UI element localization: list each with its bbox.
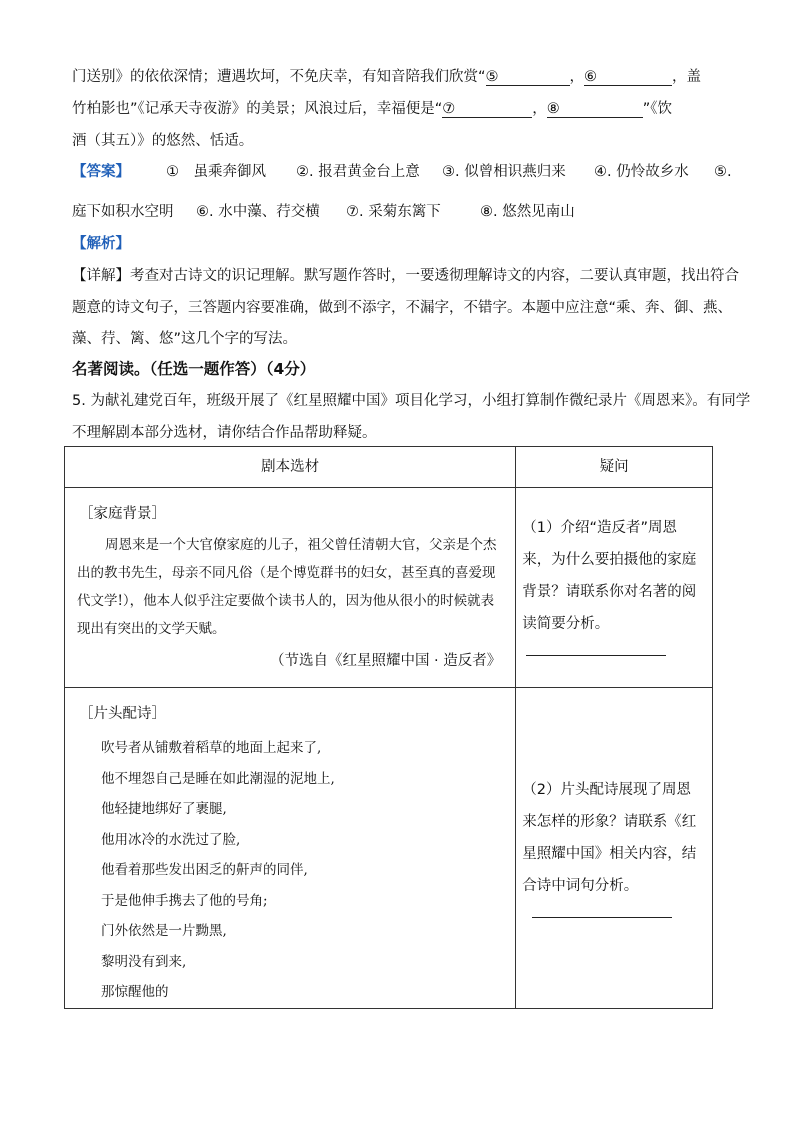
detail-text: 考查对古诗文的识记理解。默写题作答时，一要透彻理解诗文的内容，二要认真审题，找出符合 bbox=[130, 268, 739, 284]
analysis-line-1 bbox=[72, 266, 739, 286]
poem-line: 那惊醒他的 bbox=[101, 984, 169, 1000]
answer-blank-8 bbox=[547, 99, 643, 118]
family-background-cell bbox=[65, 488, 516, 688]
answer-item: ⑤. bbox=[714, 164, 732, 180]
detail-label: 【详解】 bbox=[72, 268, 130, 284]
answer-item: 庭下如积水空明 bbox=[72, 204, 174, 220]
poem bbox=[101, 733, 515, 1008]
intro-line-1 bbox=[72, 67, 701, 87]
answer-item: ③. 似曾相识燕归来 bbox=[442, 164, 566, 180]
blank-number: ⑧ bbox=[546, 101, 560, 117]
answer-blank-5 bbox=[486, 67, 570, 86]
poem-line: 他轻捷地绑好了裹腿, bbox=[101, 801, 227, 817]
table-row bbox=[65, 688, 713, 1009]
poem-line: 门外依然是一片黝黑, bbox=[101, 923, 227, 939]
table-header-row bbox=[65, 447, 713, 488]
intro-text: 门送别》的依依深情；遭遇坎坷，不免庆幸，有知音陪我们欣赏“ bbox=[72, 69, 486, 85]
blank-number: ⑤ bbox=[485, 69, 499, 85]
answer-line bbox=[526, 654, 666, 656]
separator: ， bbox=[532, 101, 547, 117]
answer-label: 【答案】 bbox=[72, 164, 130, 180]
answer-line-1 bbox=[72, 162, 732, 182]
table-row bbox=[65, 488, 713, 688]
family-background-text: 周恩来是一个大官僚家庭的儿子，祖父曾任清朝大官，父亲是个杰出的教书先生，母亲不同凡俗（是个博览群书的妇女，甚至真的喜爱现代文学!），他本人似乎注定要做个读书人的，因为他从很小的时候就表现出有突出的文学天赋。 bbox=[77, 537, 497, 637]
family-background-title: ［家庭背景］ bbox=[79, 506, 166, 522]
question-5-line-2: 不理解剧本部分选材，请你结合作品帮助释疑。 bbox=[72, 425, 377, 441]
poem-line: 于是他伸手携去了他的号角; bbox=[101, 892, 268, 909]
blank-number: ⑦ bbox=[442, 101, 456, 117]
answer-line-2 bbox=[72, 202, 575, 222]
section-title: 名著阅读。（任选一题作答）（4分） bbox=[72, 360, 316, 378]
analysis-label: 【解析】 bbox=[72, 236, 130, 252]
question-1-text: （1）介绍“造反者”周恩来，为什么要拍摄他的家庭背景？请联系你对名著的阅读简要分析。 bbox=[522, 520, 697, 632]
question-1-cell bbox=[516, 488, 713, 688]
question-5-line-1: 5. 为献礼建党百年，班级开展了《红星照耀中国》项目化学习，小组打算制作微纪录片《周恩来》。有同学 bbox=[72, 393, 751, 409]
answer-item: ⑦. 采菊东篱下 bbox=[346, 204, 441, 220]
answer-item: ⑧. 悠然见南山 bbox=[480, 204, 575, 220]
opening-poem-title: ［片头配诗］ bbox=[79, 706, 166, 722]
answer-item: ⑥. 水中藻、荇交横 bbox=[196, 204, 320, 220]
answer-blank-6 bbox=[584, 67, 672, 86]
poem-line: 吹号者从铺敷着稻草的地面上起来了, bbox=[101, 740, 322, 756]
opening-poem-cell bbox=[65, 688, 516, 1009]
source-note: （节选自《红星照耀中国 · 造反者》 bbox=[269, 653, 502, 669]
intro-text: ”《饮 bbox=[642, 101, 673, 117]
analysis-line-3: 藻、荇、篱、悠”这几个字的写法。 bbox=[72, 331, 298, 347]
intro-line-2 bbox=[72, 99, 672, 119]
separator: ， bbox=[569, 69, 585, 85]
question-2-text: （2）片头配诗展现了周恩来怎样的形象？请联系《红星照耀中国》相关内容，结合诗中词句分析。 bbox=[522, 782, 697, 894]
intro-line-3: 酒（其五）》的悠然、恬适。 bbox=[72, 133, 254, 149]
blank-number: ⑥ bbox=[584, 69, 598, 85]
poem-line: 他不埋怨自己是睡在如此潮湿的泥地上, bbox=[101, 770, 335, 787]
script-table bbox=[64, 446, 713, 1009]
intro-text: 竹柏影也”《记承天寺夜游》的美景；风浪过后，幸福便是“ bbox=[72, 101, 443, 117]
col-header-question: 疑问 bbox=[516, 447, 713, 488]
question-2-cell bbox=[516, 688, 713, 1009]
answer-blank-7 bbox=[442, 99, 532, 118]
answer-item: ②. 报君黄金台上意 bbox=[296, 164, 420, 180]
poem-line: 黎明没有到来, bbox=[101, 953, 187, 970]
answer-item: ① 虽乘奔御风 bbox=[166, 164, 266, 180]
poem-line: 他用冰冷的水洗过了脸, bbox=[101, 831, 241, 848]
answer-item: ④. 仍怜故乡水 bbox=[594, 164, 689, 180]
col-header-material: 剧本选材 bbox=[65, 447, 516, 488]
poem-line: 他看着那些发出困乏的鼾声的同伴, bbox=[101, 862, 308, 878]
intro-text: ，盖 bbox=[672, 69, 702, 85]
answer-line bbox=[532, 916, 672, 918]
analysis-line-2: 题意的诗文句子，三答题内容要准确，做到不添字，不漏字，不错字。本题中应注意“乘、奔、御、燕、 bbox=[72, 300, 733, 316]
